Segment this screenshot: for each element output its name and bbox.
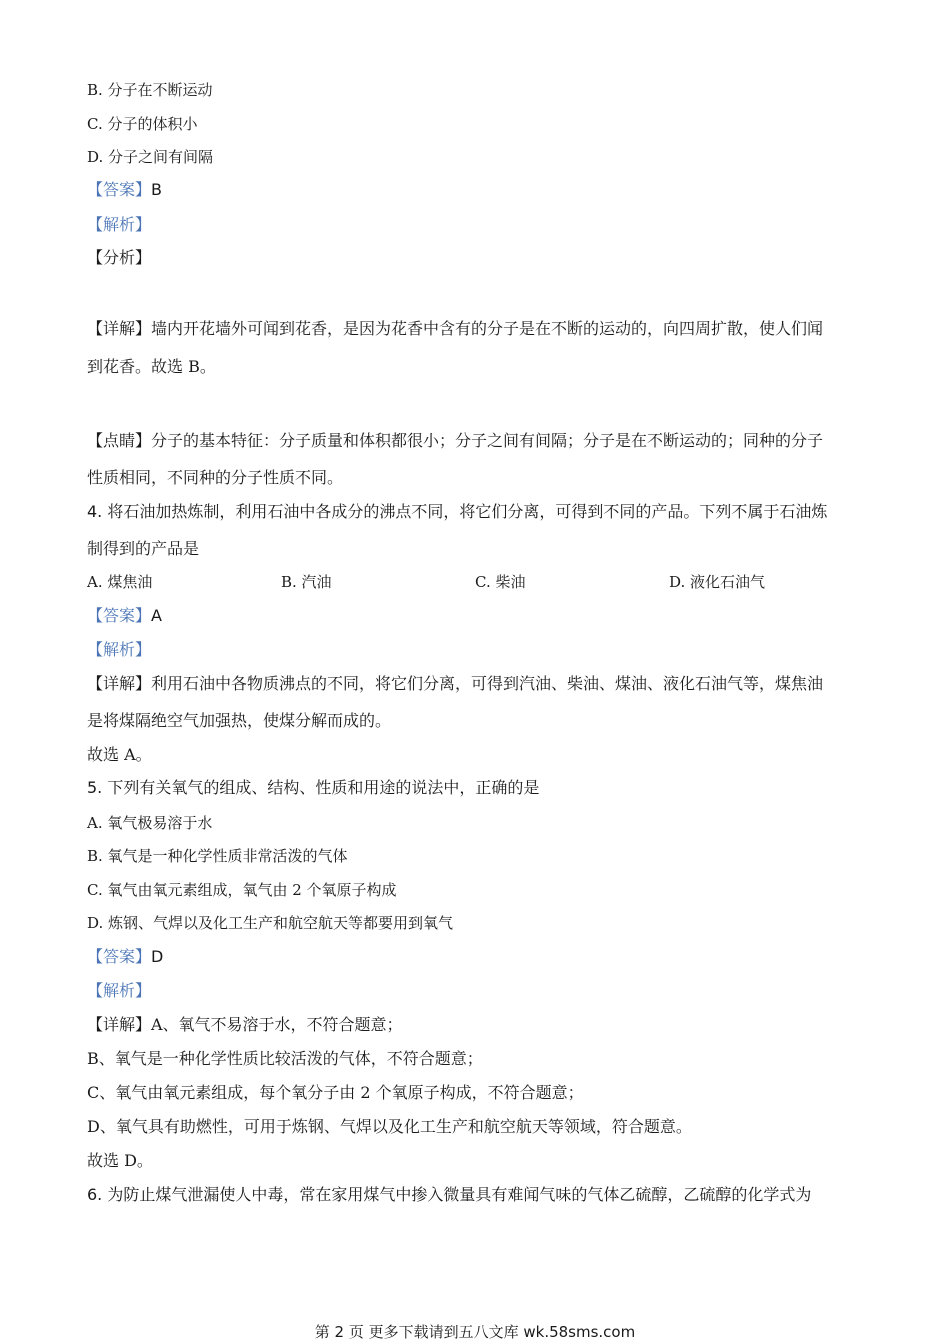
q4-answer: [87, 606, 162, 626]
answer-value: D: [151, 947, 164, 966]
answer-tag: 【答案】: [87, 606, 152, 625]
q4-stem-line1: [87, 502, 827, 522]
answer-value: A: [151, 606, 162, 625]
q4-option-a: A. 煤焦油: [87, 573, 153, 591]
q6-stem: [87, 1185, 811, 1205]
q5-analysis-tag: 【解析】: [87, 981, 152, 1000]
question-stem: 将石油加热炼制，利用石油中各成分的沸点不同，将它们分离，可得到不同的产品。下列不属于石油炼: [102, 502, 828, 521]
question-stem: 下列有关氧气的组成、结构、性质和用途的说法中，正确的是: [102, 778, 540, 797]
q4-option-d: D. 液化石油气: [669, 573, 766, 591]
q3-analysis-tag: 【解析】: [87, 215, 152, 234]
q3-tip-line1: 【点睛】分子的基本特征：分子质量和体积都很小；分子之间有间隔；分子是在不断运动的；同种的分子: [87, 431, 824, 450]
answer-tag: 【答案】: [87, 180, 152, 199]
q3-detail-line1: 【详解】墙内开花墙外可闻到花香，是因为花香中含有的分子是在不断的运动的，向四周扩散，使人们闻: [87, 319, 824, 338]
q5-detail-c: C、氧气由氧元素组成，每个氧分子由 2 个氧原子构成，不符合题意；: [87, 1083, 584, 1102]
q5-detail-b: B、氧气是一种化学性质比较活泼的气体，不符合题意；: [87, 1049, 483, 1068]
q4-detail-line2: 是将煤隔绝空气加强热，使煤分解而成的。: [87, 711, 392, 730]
question-number: 6.: [87, 1185, 103, 1204]
q3-option-c: C. 分子的体积小: [87, 115, 198, 133]
answer-value: B: [151, 180, 162, 199]
q5-option-c: C. 氧气由氧元素组成，氧气由 2 个氧原子构成: [87, 881, 397, 899]
q5-answer: [87, 947, 163, 967]
question-number: 4.: [87, 502, 103, 521]
question-stem: 为防止煤气泄漏使人中毒，常在家用煤气中掺入微量具有难闻气味的气体乙硫醇，乙硫醇的化学式为: [102, 1185, 812, 1204]
q4-conclusion: 故选 A。: [87, 745, 152, 764]
q4-options: [87, 572, 867, 592]
q4-option-c: C. 柴油: [475, 573, 526, 591]
question-number: 5.: [87, 778, 103, 797]
q5-option-a: A. 氧气极易溶于水: [87, 814, 213, 832]
q3-answer: [87, 180, 162, 200]
q3-option-d: D. 分子之间有间隔: [87, 148, 214, 166]
q3-tip-line2: 性质相同，不同种的分子性质不同。: [87, 468, 344, 487]
q5-detail-d: D、氧气具有助燃性，可用于炼钢、气焊以及化工生产和航空航天等领域，符合题意。: [87, 1117, 692, 1136]
q5-option-b: B. 氧气是一种化学性质非常活泼的气体: [87, 847, 348, 865]
q4-detail-line1: 【详解】利用石油中各物质沸点的不同，将它们分离，可得到汽油、柴油、煤油、液化石油气等，煤焦油: [87, 674, 824, 693]
q4-option-b: B. 汽油: [281, 573, 332, 591]
q5-detail-a: 【详解】A、氧气不易溶于水，不符合题意；: [87, 1015, 403, 1034]
page-footer: 第 2 页 更多下载请到五八文库 wk.58sms.com: [314, 1323, 636, 1341]
answer-tag: 【答案】: [87, 947, 152, 966]
q3-option-b: B. 分子在不断运动: [87, 81, 213, 99]
q4-stem-line2: 制得到的产品是: [87, 539, 200, 558]
q5-stem: [87, 778, 539, 798]
q5-option-d: D. 炼钢、气焊以及化工生产和航空航天等都要用到氧气: [87, 914, 454, 932]
q5-conclusion: 故选 D。: [87, 1151, 153, 1170]
q3-fenxi: 【分析】: [87, 248, 152, 267]
q3-detail-line2: 到花香。故选 B。: [87, 357, 216, 376]
q4-analysis-tag: 【解析】: [87, 640, 152, 659]
